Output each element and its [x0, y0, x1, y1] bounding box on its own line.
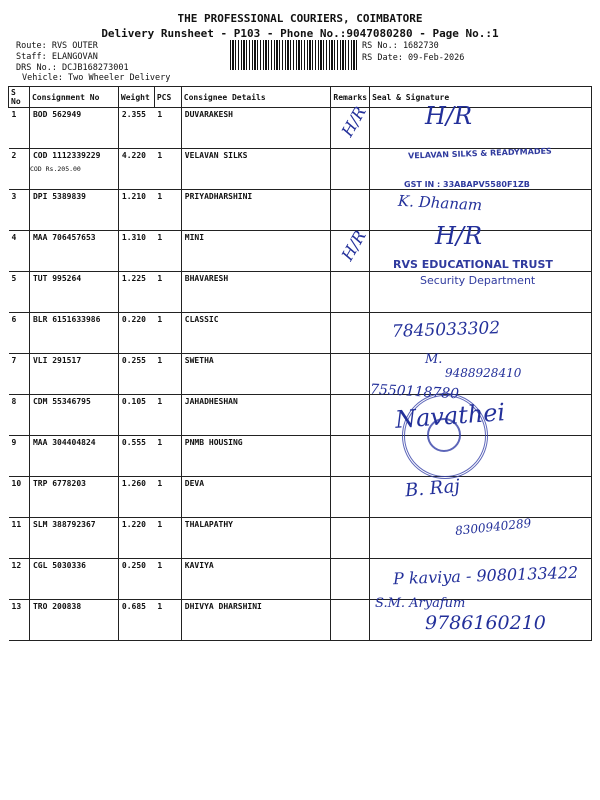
cell-consignment: TUT 995264: [29, 272, 118, 313]
cell-remarks: [331, 395, 370, 436]
consignment-number: COD 1112339229: [32, 151, 101, 160]
cell-consignment: TRO 200838: [29, 600, 118, 641]
header-weight: Weight: [118, 87, 154, 108]
cell-consignee: DEVA: [181, 477, 331, 518]
trust-stamp-dept: Security Department: [420, 274, 536, 287]
cell-weight: 1.310: [118, 231, 154, 272]
cell-pcs: 1: [154, 149, 181, 190]
drs-label: DRS No.: DCJB168273001: [16, 63, 129, 73]
signature: M.: [425, 352, 443, 367]
table-header-row: [9, 87, 592, 108]
gst-stamp: GST IN : 33ABAPV5580F1ZB: [404, 180, 530, 189]
company-title: THE PROFESSIONAL COURIERS, COIMBATORE: [177, 12, 423, 25]
cell-weight: 0.685: [118, 600, 154, 641]
barcode: [230, 40, 358, 70]
signature: P kaviya - 9080133422: [392, 562, 579, 589]
signature: H/R: [425, 102, 473, 130]
cell-sno: 3: [9, 190, 30, 231]
cod-amount: COD Rs.205.00: [29, 165, 81, 173]
cell-pcs: 1: [154, 108, 181, 149]
cell-consignment: [29, 149, 118, 190]
cell-consignee: PNMB HOUSING: [181, 436, 331, 477]
cell-sno: 13: [9, 600, 30, 641]
cell-sno: 6: [9, 313, 30, 354]
cell-sno: 5: [9, 272, 30, 313]
cell-consignee: DHIVYA DHARSHINI: [181, 600, 331, 641]
signature: B. Raj: [404, 475, 461, 502]
cell-consignment: CGL 5030336: [29, 559, 118, 600]
trust-stamp: RVS EDUCATIONAL TRUST: [393, 258, 553, 271]
cell-sno: 1: [9, 108, 30, 149]
cell-consignee: CLASSIC: [181, 313, 331, 354]
header-sno: S No: [9, 87, 30, 108]
cell-remarks: [331, 559, 370, 600]
cell-consignment: VLI 291517: [29, 354, 118, 395]
cell-consignee: VELAVAN SILKS: [181, 149, 331, 190]
cell-weight: 2.355: [118, 108, 154, 149]
table-row: [9, 190, 592, 231]
cell-consignee: SWETHA: [181, 354, 331, 395]
cell-weight: 0.105: [118, 395, 154, 436]
cell-pcs: 1: [154, 313, 181, 354]
rs-date: RS Date: 09-Feb-2026: [362, 53, 465, 63]
rs-number: RS No.: 1682730: [362, 41, 439, 51]
cell-pcs: 1: [154, 600, 181, 641]
cell-pcs: 1: [154, 559, 181, 600]
cell-consignment: SLM 388792367: [29, 518, 118, 559]
cell-consignee: MINI: [181, 231, 331, 272]
cell-consignee: THALAPATHY: [181, 518, 331, 559]
header-consignment: Consignment No: [29, 87, 118, 108]
cell-remarks: [331, 477, 370, 518]
cell-remarks: [331, 190, 370, 231]
cell-consignment: BOD 562949: [29, 108, 118, 149]
cell-consignment: MAA 304404824: [29, 436, 118, 477]
header-consignee: Consignee Details: [181, 87, 331, 108]
cell-sno: 8: [9, 395, 30, 436]
signature: 8300940289: [454, 516, 532, 538]
cell-consignment: BLR 6151633986: [29, 313, 118, 354]
header-seal: Seal & Signature: [370, 87, 592, 108]
cell-seal: [370, 477, 592, 518]
cell-seal: [370, 108, 592, 149]
cell-consignee: PRIYADHARSHINI: [181, 190, 331, 231]
vehicle-label: Vehicle: Two Wheeler Delivery: [22, 73, 171, 83]
cell-remarks: [331, 272, 370, 313]
cell-sno: 10: [9, 477, 30, 518]
cell-pcs: 1: [154, 518, 181, 559]
route-label: Route: RVS OUTER: [16, 41, 98, 51]
cell-remarks: [331, 313, 370, 354]
cell-weight: 4.220: [118, 149, 154, 190]
cell-pcs: 1: [154, 477, 181, 518]
cell-consignee: BHAVARESH: [181, 272, 331, 313]
cell-consignment: TRP 6778203: [29, 477, 118, 518]
header-remarks: Remarks: [331, 87, 370, 108]
cell-consignee: KAVIYA: [181, 559, 331, 600]
company-stamp: VELAVAN SILKS & READYMADES: [407, 146, 552, 161]
cell-sno: 9: [9, 436, 30, 477]
runsheet-subtitle: Delivery Runsheet - P103 - Phone No.:9047080280 - Page No.:1: [101, 27, 499, 40]
cell-consignee: DUVARAKESH: [181, 108, 331, 149]
cell-remarks: [331, 436, 370, 477]
cell-pcs: 1: [154, 395, 181, 436]
table-row: [9, 108, 592, 149]
table-row: [9, 436, 592, 477]
signature: 7550118780: [369, 381, 460, 403]
cell-sno: 4: [9, 231, 30, 272]
staff-label: Staff: ELANGOVAN: [16, 52, 98, 62]
cell-consignment: CDM 55346795: [29, 395, 118, 436]
cell-weight: 1.210: [118, 190, 154, 231]
cell-consignee: JAHADHESHAN: [181, 395, 331, 436]
cell-weight: 0.555: [118, 436, 154, 477]
remark-handwriting: H/R: [337, 103, 370, 140]
cell-weight: 1.260: [118, 477, 154, 518]
cell-consignment: DPI 5389839: [29, 190, 118, 231]
signature: K. Dhanam: [397, 191, 483, 215]
cell-remarks: [331, 149, 370, 190]
signature: H/R: [435, 222, 483, 250]
header-pcs: PCS: [154, 87, 181, 108]
signature: 7845033302: [391, 318, 501, 342]
table-row: [9, 313, 592, 354]
cell-weight: 0.255: [118, 354, 154, 395]
remark-handwriting: H/R: [337, 227, 370, 264]
table-row: [9, 477, 592, 518]
signature: 9786160210: [425, 612, 546, 634]
cell-consignment: MAA 706457653: [29, 231, 118, 272]
cell-sno: 12: [9, 559, 30, 600]
cell-weight: 0.250: [118, 559, 154, 600]
runsheet-table: [8, 86, 592, 641]
signature: 9488928410: [445, 366, 522, 380]
cell-remarks: [331, 600, 370, 641]
cell-weight: 0.220: [118, 313, 154, 354]
cell-sno: 11: [9, 518, 30, 559]
cell-pcs: 1: [154, 231, 181, 272]
signature: S.M. Aryafum: [375, 596, 466, 611]
cell-remarks: [331, 354, 370, 395]
cell-remarks: [331, 518, 370, 559]
cell-weight: 1.225: [118, 272, 154, 313]
cell-sno: 7: [9, 354, 30, 395]
cell-pcs: 1: [154, 190, 181, 231]
signature: Navathei: [394, 398, 506, 434]
cell-pcs: 1: [154, 354, 181, 395]
cell-weight: 1.220: [118, 518, 154, 559]
cell-pcs: 1: [154, 272, 181, 313]
cell-pcs: 1: [154, 436, 181, 477]
cell-sno: 2: [9, 149, 30, 190]
